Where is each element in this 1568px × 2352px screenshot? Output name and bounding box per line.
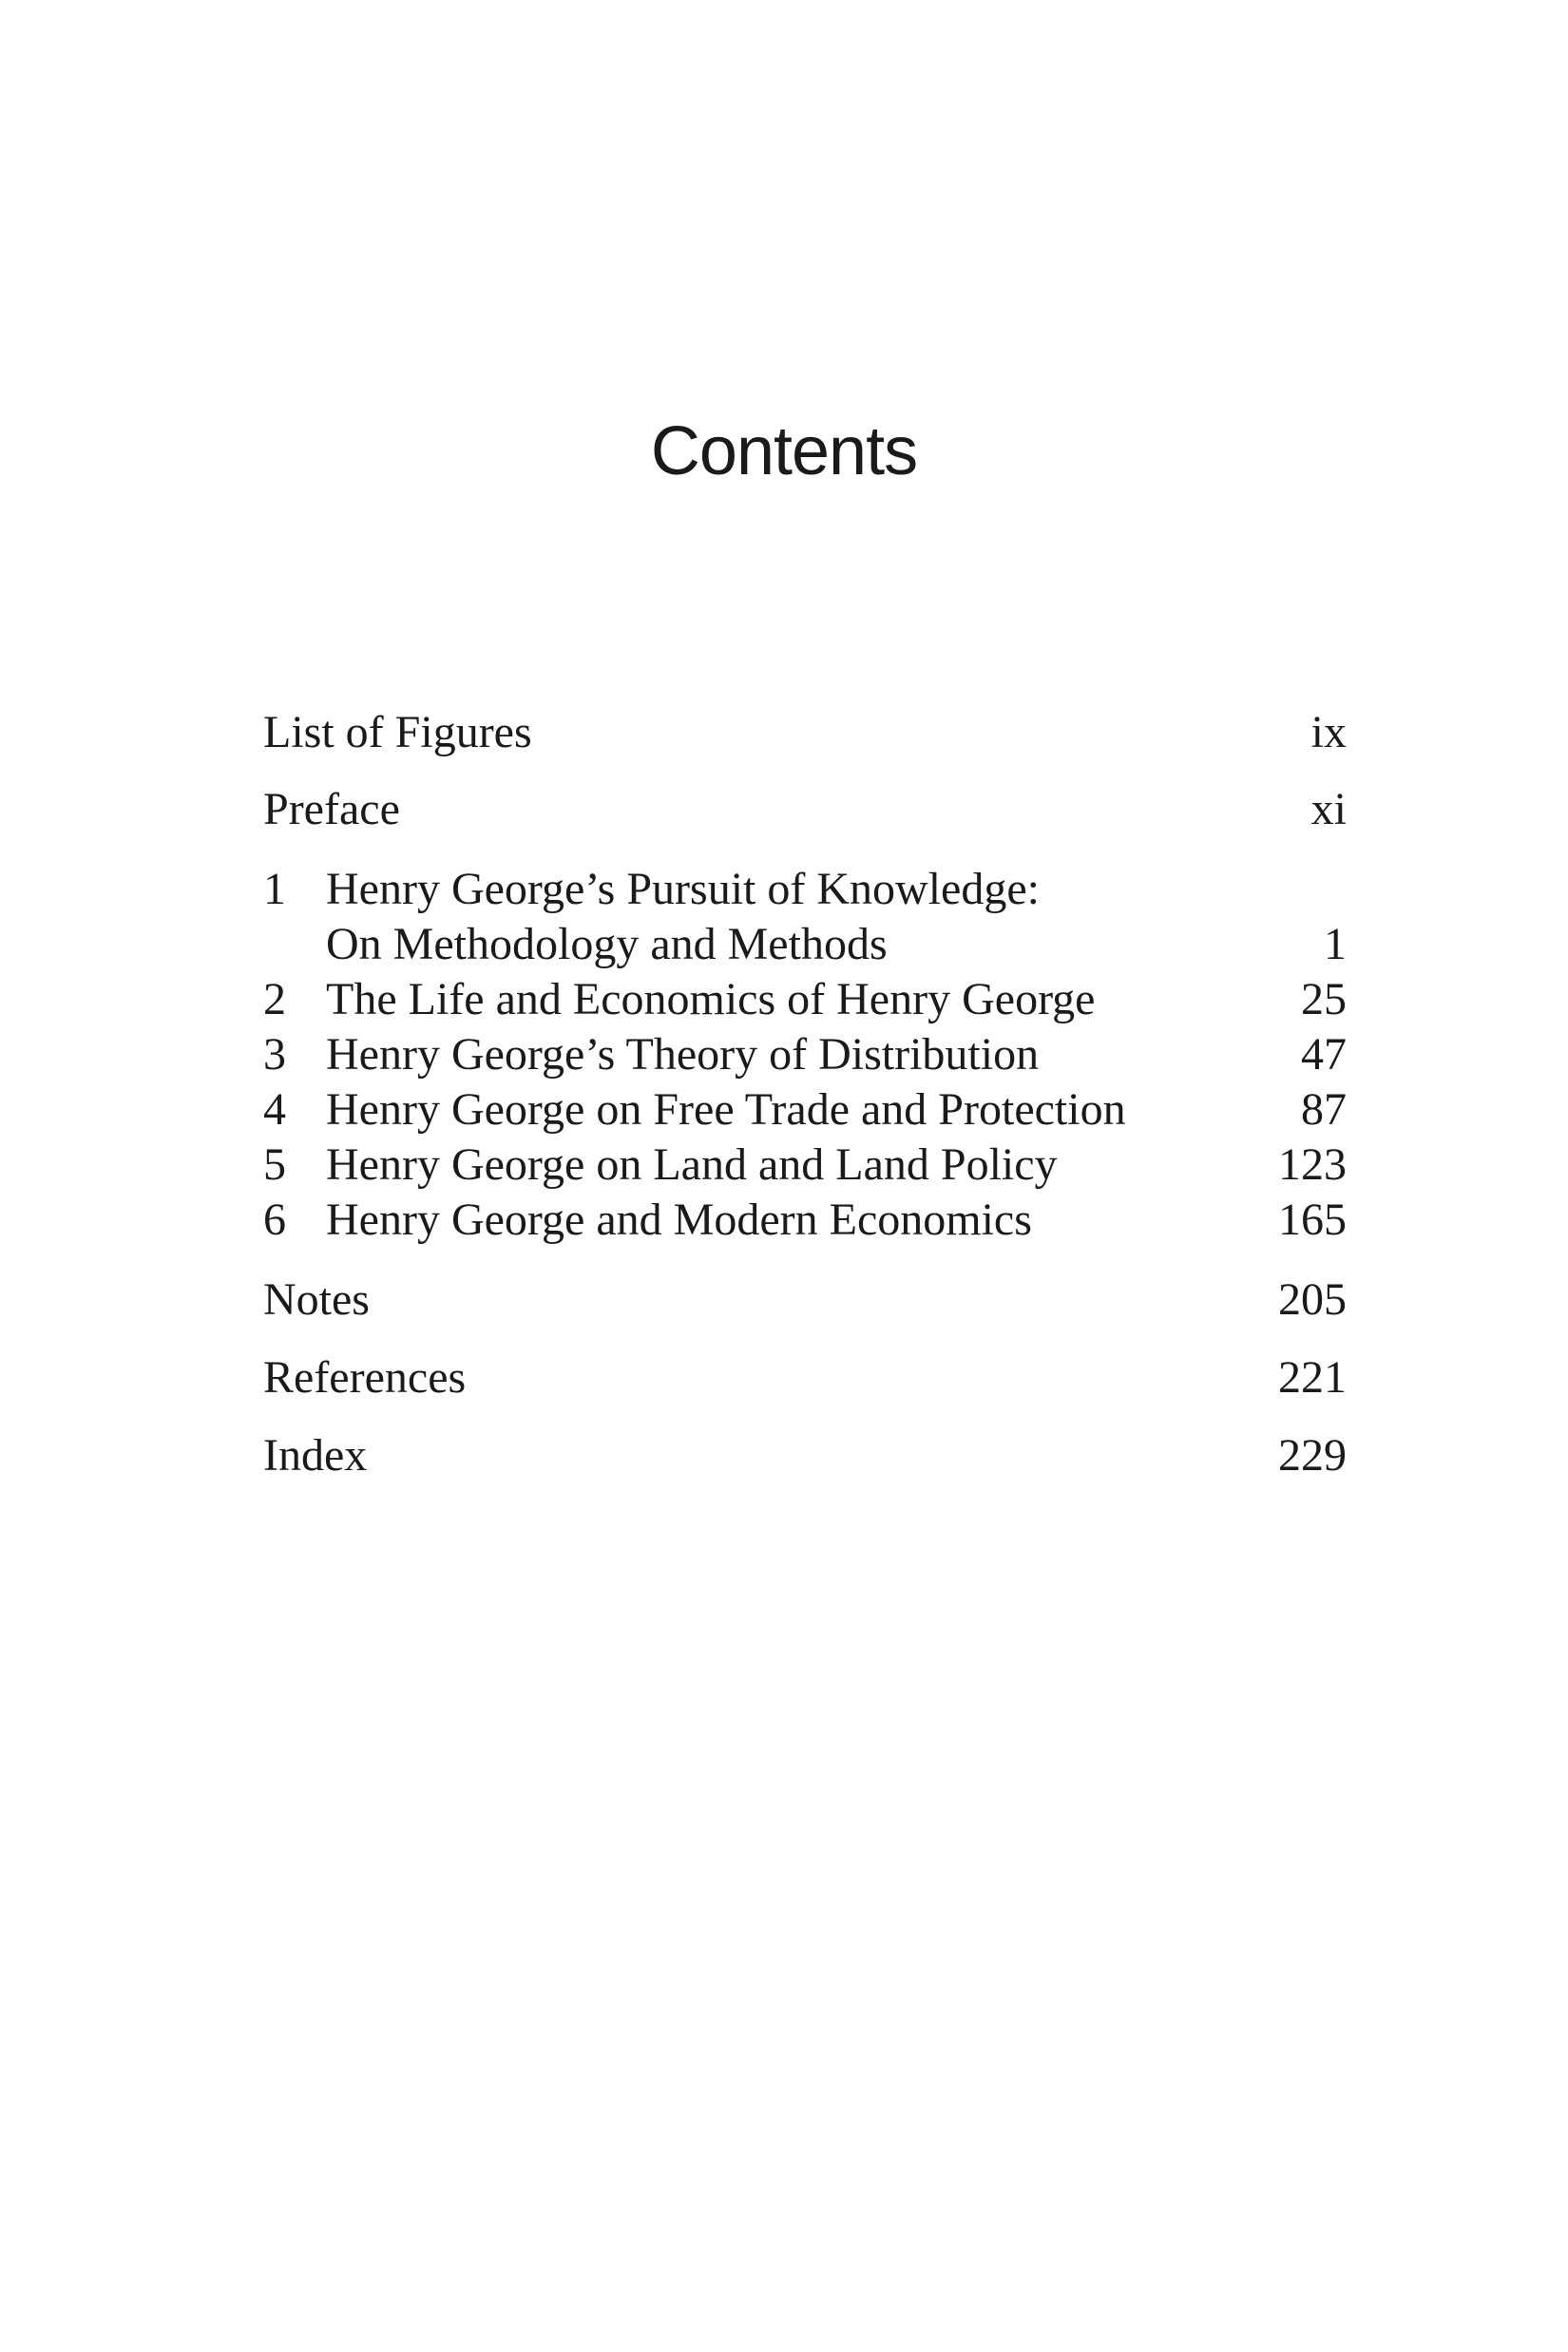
toc-entry-references[interactable] xyxy=(263,1350,1347,1405)
toc-entry-page: 221 xyxy=(1278,1352,1347,1403)
page-title: Contents xyxy=(650,413,918,489)
toc-entry-page: xi xyxy=(1310,784,1347,834)
toc-entry-chapter-6[interactable] xyxy=(263,1193,1347,1248)
toc-entry-label: List of Figures xyxy=(263,707,532,757)
chapter-title-line-2: On Methodology and Methods xyxy=(326,919,888,969)
toc-entry-index[interactable] xyxy=(263,1428,1347,1483)
toc-entry-label: Preface xyxy=(263,784,400,834)
toc-entry-chapter-1[interactable] xyxy=(263,862,1347,972)
toc-entry-page: 205 xyxy=(1278,1274,1347,1325)
toc-entry-page: 123 xyxy=(1278,1139,1347,1190)
toc-entry-page: 47 xyxy=(1301,1029,1347,1080)
toc-entry-chapter-3[interactable] xyxy=(263,1027,1347,1082)
chapter-title: Henry George’s Theory of Distribution xyxy=(326,1029,1040,1080)
toc-entry-notes[interactable] xyxy=(263,1272,1347,1328)
toc-entry-page: 25 xyxy=(1301,974,1347,1024)
toc-entry-label: Index xyxy=(263,1430,368,1481)
chapter-title: Henry George and Modern Economics xyxy=(326,1195,1032,1245)
chapter-title: The Life and Economics of Henry George xyxy=(326,974,1096,1024)
toc-entry-chapter-5[interactable] xyxy=(263,1138,1347,1193)
toc-entry-page: 165 xyxy=(1278,1195,1347,1245)
toc-entry-chapter-2[interactable] xyxy=(263,972,1347,1027)
toc-entry-chapter-4[interactable] xyxy=(263,1082,1347,1138)
toc-entry-page: 1 xyxy=(1324,919,1347,969)
chapter-number: 3 xyxy=(263,1029,286,1080)
toc-entry-label: Notes xyxy=(263,1274,370,1325)
toc-entry-page: ix xyxy=(1310,707,1347,757)
toc-entry-label: References xyxy=(263,1352,467,1403)
chapter-number: 1 xyxy=(263,864,286,914)
chapter-title-line-1: Henry George’s Pursuit of Knowledge: xyxy=(326,864,1040,914)
chapter-number: 6 xyxy=(263,1195,286,1245)
chapter-number: 4 xyxy=(263,1084,286,1135)
toc-entry-page: 229 xyxy=(1278,1430,1347,1481)
chapter-title: Henry George on Free Trade and Protection xyxy=(326,1084,1126,1135)
chapter-number: 5 xyxy=(263,1139,286,1190)
toc-entry-preface[interactable] xyxy=(263,782,1347,837)
toc-entry-page: 87 xyxy=(1301,1084,1347,1135)
toc-entry-list-of-figures[interactable] xyxy=(263,705,1347,760)
chapter-number: 2 xyxy=(263,974,286,1024)
chapter-title: Henry George on Land and Land Policy xyxy=(326,1139,1058,1190)
